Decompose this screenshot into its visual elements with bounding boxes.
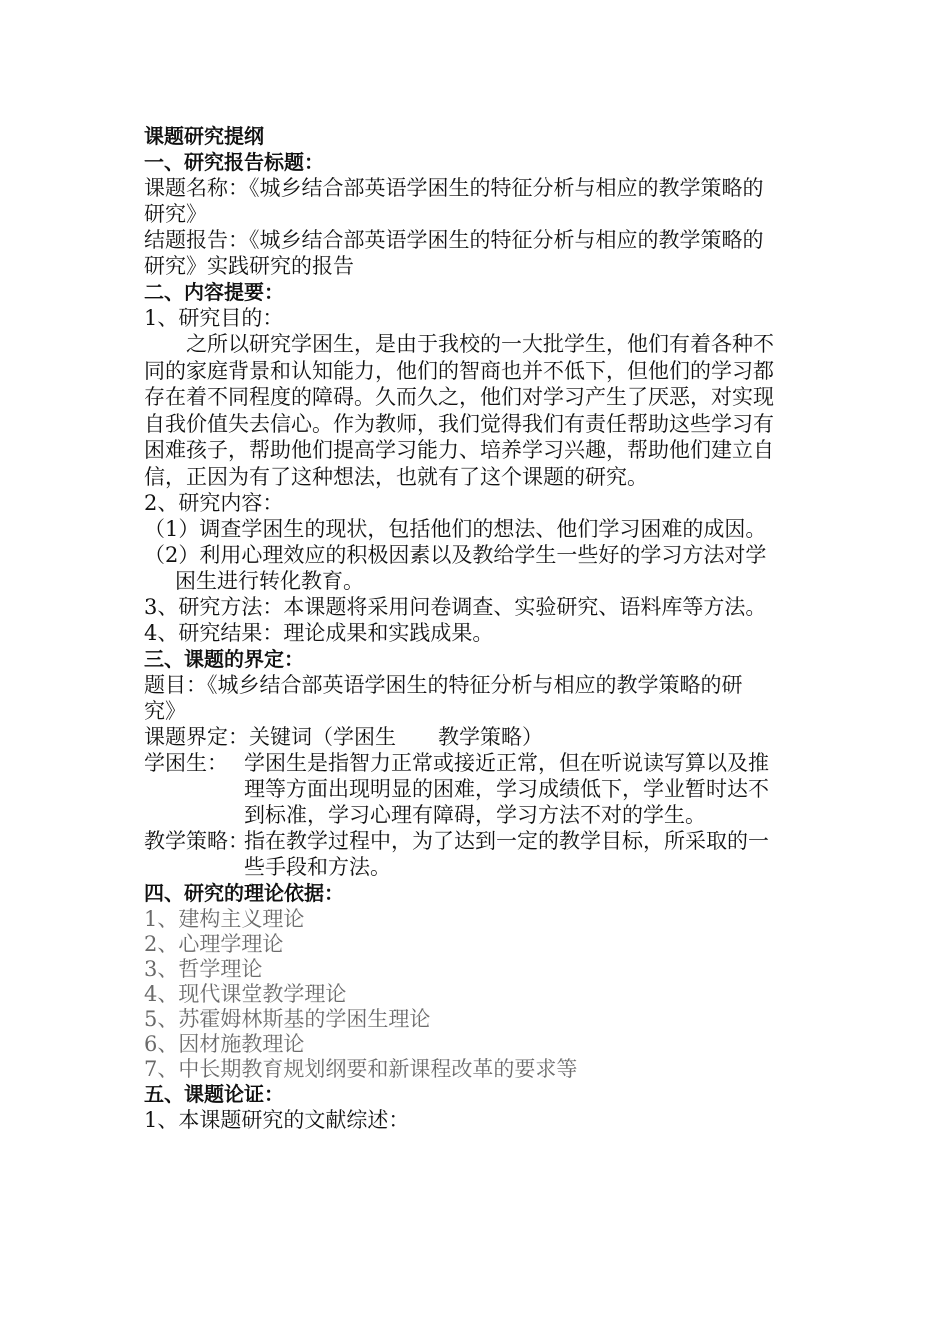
section-2-heading: 二、内容提要： (144, 280, 284, 304)
paragraph-line: 同的家庭背景和认知能力，他们的智商也并不低下，但他们的学习都 (144, 358, 774, 383)
section-4-heading: 四、研究的理论依据： (144, 881, 344, 905)
list-item: 3、哲学理论 (144, 957, 263, 981)
definition-line: 些手段和方法。 (244, 855, 391, 879)
research-goal-label: 1、研究目的： (144, 306, 284, 330)
definition-term: 教学策略： (144, 829, 249, 853)
final-report-line-1: 结题报告：《城乡结合部英语学困生的特征分析与相应的教学策略的 (144, 228, 764, 252)
section-1-heading: 一、研究报告标题： (144, 150, 324, 174)
final-report-line-2: 研究》实践研究的报告 (144, 254, 354, 278)
theory-list (144, 906, 814, 1081)
keywords-line: 课题界定：关键词（学困生 教学策略） (144, 725, 543, 749)
paragraph-line: 存在着不同程度的障碍。久而久之，他们对学习产生了厌恶，对实现 (144, 385, 774, 409)
topic-name-line-2: 研究》 (144, 202, 207, 226)
research-content-item-2: （2）利用心理效应的积极因素以及教给学生一些好的学习方法对学 (144, 543, 767, 567)
definition-line: 理等方面出现明显的困难，学习成绩低下，学业暂时达不 (244, 777, 769, 801)
paragraph-line: 自我价值失去信心。作为教师，我们觉得我们有责任帮助这些学习有 (144, 411, 774, 436)
research-content-item-2-cont: 困生进行转化教育。 (175, 569, 364, 593)
list-item: 6、因材施教理论 (144, 1032, 305, 1056)
topic-line-2: 究》 (144, 699, 186, 723)
document-page (144, 123, 814, 1133)
paragraph-line: 之所以研究学困生，是由于我校的一大批学生，他们有着各种不 (144, 332, 774, 356)
list-item: 4、现代课堂教学理论 (144, 982, 347, 1006)
research-result: 4、研究结果：理论成果和实践成果。 (144, 621, 494, 645)
definition-line: 到标准，学习心理有障碍，学习方法不对的学生。 (244, 803, 706, 827)
doc-title: 课题研究提纲 (144, 124, 264, 148)
topic-name-line-1: 课题名称：《城乡结合部英语学困生的特征分析与相应的教学策略的 (144, 176, 764, 200)
section-3-heading: 三、课题的界定： (144, 647, 304, 671)
topic-line-1: 题目：《城乡结合部英语学困生的特征分析与相应的教学策略的研 (144, 673, 743, 697)
list-item: 5、苏霍姆林斯基的学困生理论 (144, 1007, 431, 1031)
definition-teaching-strategy (144, 828, 814, 880)
research-goal-paragraph (144, 331, 814, 490)
literature-review-label: 1、本课题研究的文献综述： (144, 1108, 410, 1132)
list-item: 2、心理学理论 (144, 932, 284, 956)
research-method: 3、研究方法：本课题将采用问卷调查、实验研究、语料库等方法。 (144, 595, 767, 619)
paragraph-line: 信，正因为有了这种想法，也就有了这个课题的研究。 (144, 464, 648, 489)
list-item: 1、建构主义理论 (144, 907, 305, 931)
definition-learning-difficulty (144, 750, 814, 828)
paragraph-line: 困难孩子，帮助他们提高学习能力、培养学习兴趣，帮助他们建立自 (144, 438, 774, 462)
research-content-label: 2、研究内容： (144, 491, 284, 515)
section-5-heading: 五、课题论证： (144, 1082, 284, 1106)
definition-line: 指在教学过程中，为了达到一定的教学目标，所采取的一 (244, 829, 769, 853)
research-content-item-1: （1）调查学困生的现状，包括他们的想法、他们学习困难的成因。 (144, 517, 767, 541)
list-item: 7、中长期教育规划纲要和新课程改革的要求等 (144, 1057, 578, 1081)
definition-term: 学困生： (144, 751, 228, 775)
definition-line: 学困生是指智力正常或接近正常，但在听说读写算以及推 (244, 751, 769, 775)
